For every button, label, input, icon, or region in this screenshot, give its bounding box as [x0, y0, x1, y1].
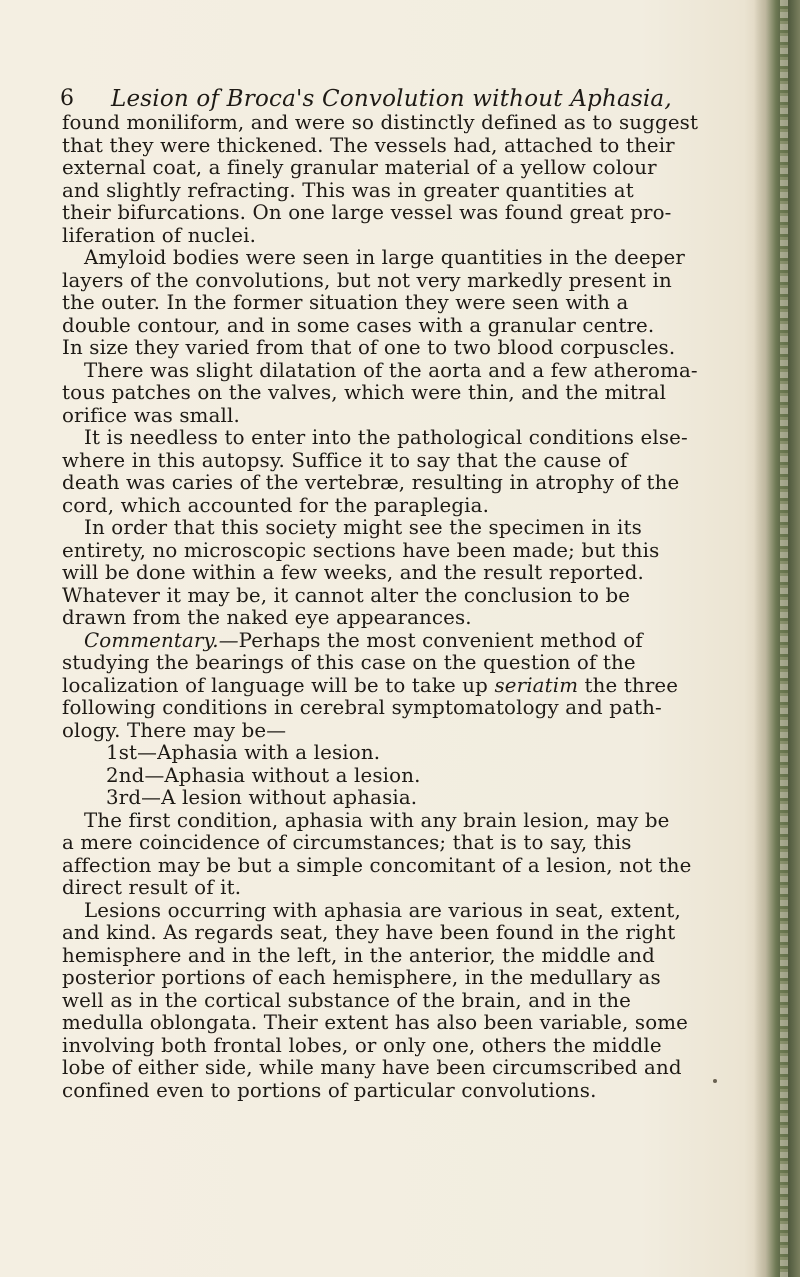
text-line: [62, 405, 716, 428]
text-line: [62, 202, 716, 225]
text-line-content: 2nd—Aphasia without a lesion.: [106, 763, 421, 787]
text-line-content: Whatever it may be, it cannot alter the conclusion to be: [62, 583, 631, 607]
text-line-content: liferation of nuclei.: [62, 223, 257, 247]
text-line-content: external coat, a finely granular material of a yellow colour: [62, 156, 657, 179]
text-line: [62, 652, 716, 675]
text-line: [62, 675, 716, 698]
text-line-content: There was slight dilatation of the aorta and a few atheroma-: [84, 358, 698, 382]
text-line-content: entirety, no microscopic sections have been made; but this: [62, 538, 660, 562]
text-line-content: their bifurcations. On one large vessel was found great pro-: [62, 201, 672, 224]
text-line-content: 1st—Aphasia with a lesion.: [106, 741, 381, 764]
text-line-content: well as in the cortical substance of the brain, and in the: [62, 988, 632, 1012]
text-line: [62, 427, 716, 450]
text-line: [62, 990, 716, 1013]
text-line-content: will be done within a few weeks, and the result reported.: [62, 561, 644, 584]
text-line: [62, 765, 716, 788]
text-line: [62, 922, 716, 945]
text-line: [62, 742, 716, 765]
text-line: [62, 562, 716, 585]
text-line: [62, 900, 716, 923]
text-line: [62, 1035, 716, 1058]
page-edge-shadow: [754, 0, 800, 1277]
text-line: [62, 945, 716, 968]
text-line: [62, 1012, 716, 1035]
text-line-content: direct result of it.: [62, 876, 242, 899]
text-line: [62, 225, 716, 248]
text-line-content: confined even to portions of particular convolutions.: [62, 1078, 597, 1102]
text-line: [62, 1057, 716, 1080]
text-line-content: where in this autopsy. Suffice it to say that the cause of: [62, 448, 628, 472]
text-line: [62, 180, 716, 203]
text-line-content: layers of the convolutions, but not very markedly present in: [62, 268, 672, 292]
commentary-lead: Commentary.—: [84, 628, 239, 652]
text-line: [62, 247, 716, 270]
text-line: [62, 585, 716, 608]
text-line: [62, 630, 716, 653]
page-edge-texture: [780, 0, 788, 1277]
text-line-content: found moniliform, and were so distinctly defined as to suggest: [62, 111, 699, 134]
text-line: [62, 382, 716, 405]
ink-speck: [713, 1079, 717, 1083]
text-line-content: and kind. As regards seat, they have been found in the right: [62, 921, 676, 944]
text-line: [62, 787, 716, 810]
text-line: [62, 832, 716, 855]
text-line-content: In size they varied from that of one to two blood corpuscles.: [62, 336, 676, 359]
text-line: [62, 810, 716, 833]
text-line-content: ology. There may be—: [62, 718, 287, 742]
text-line: [62, 157, 716, 180]
text-line-content: localization of language will be to take up seriatim the three: [62, 673, 679, 697]
text-line: [62, 855, 716, 878]
text-line-content: It is needless to enter into the pathological conditions else-: [84, 426, 688, 449]
text-line: [62, 720, 716, 743]
text-line-content: involving both frontal lobes, or only one, others the middle: [62, 1033, 662, 1057]
text-line-content: Perhaps the most convenient method of: [238, 628, 643, 652]
text-line-content: double contour, and in some cases with a granular centre.: [62, 313, 655, 337]
text-line-content: tous patches on the valves, which were thin, and the mitral: [62, 381, 667, 404]
text-line-content: affection may be but a simple concomitant of a lesion, not the: [62, 853, 692, 877]
text-line: [62, 270, 716, 293]
text-line-content: and slightly refracting. This was in greater quantities at: [62, 178, 634, 202]
text-line: [62, 517, 716, 540]
text-line-content: Lesions occurring with aphasia are various in seat, extent,: [84, 898, 681, 922]
text-line-content: medulla oblongata. Their extent has also been variable, some: [62, 1011, 689, 1034]
text-line: [62, 697, 716, 720]
text-line: [62, 540, 716, 563]
text-line-content: Amyloid bodies were seen in large quantities in the deeper: [84, 246, 685, 269]
text-line: [62, 360, 716, 383]
text-line: [62, 315, 716, 338]
text-line: [62, 472, 716, 495]
text-line-content: 3rd—A lesion without aphasia.: [106, 786, 418, 809]
text-line: [62, 450, 716, 473]
text-line-content: In order that this society might see the specimen in its: [84, 516, 642, 539]
text-line: [62, 877, 716, 900]
text-line: [62, 495, 716, 518]
text-line: [62, 967, 716, 990]
text-line-content: lobe of either side, while many have been circumscribed and: [62, 1056, 682, 1079]
text-line-content: orifice was small.: [62, 403, 240, 427]
body-text: [62, 112, 716, 1102]
text-line: [62, 112, 716, 135]
text-line-content: cord, which accounted for the paraplegia.: [62, 493, 490, 517]
text-line: [62, 607, 716, 630]
text-line-content: that they were thickened. The vessels had, attached to their: [62, 133, 675, 157]
text-line-content: following conditions in cerebral symptomatology and path-: [62, 696, 662, 719]
text-line-content: studying the bearings of this case on the question of the: [62, 651, 636, 674]
text-line-content: The first condition, aphasia with any brain lesion, may be: [84, 808, 670, 832]
text-line-content: the outer. In the former situation they were seen with a: [62, 291, 629, 314]
text-line: [62, 1080, 716, 1103]
text-line-content: a mere coincidence of circumstances; that is to say, this: [62, 831, 632, 854]
text-line: [62, 135, 716, 158]
text-line: [62, 292, 716, 315]
text-line: [62, 337, 716, 360]
text-line-content: posterior portions of each hemisphere, in the medullary as: [62, 966, 661, 989]
text-line-content: drawn from the naked eye appearances.: [62, 606, 472, 629]
running-head: Lesion of Broca's Convolution without Aphasia,: [111, 86, 672, 112]
page-number: 6: [60, 86, 74, 111]
text-line-content: death was caries of the vertebræ, resulting in atrophy of the: [62, 471, 680, 494]
text-line-content: hemisphere and in the left, in the anterior, the middle and: [62, 943, 655, 967]
